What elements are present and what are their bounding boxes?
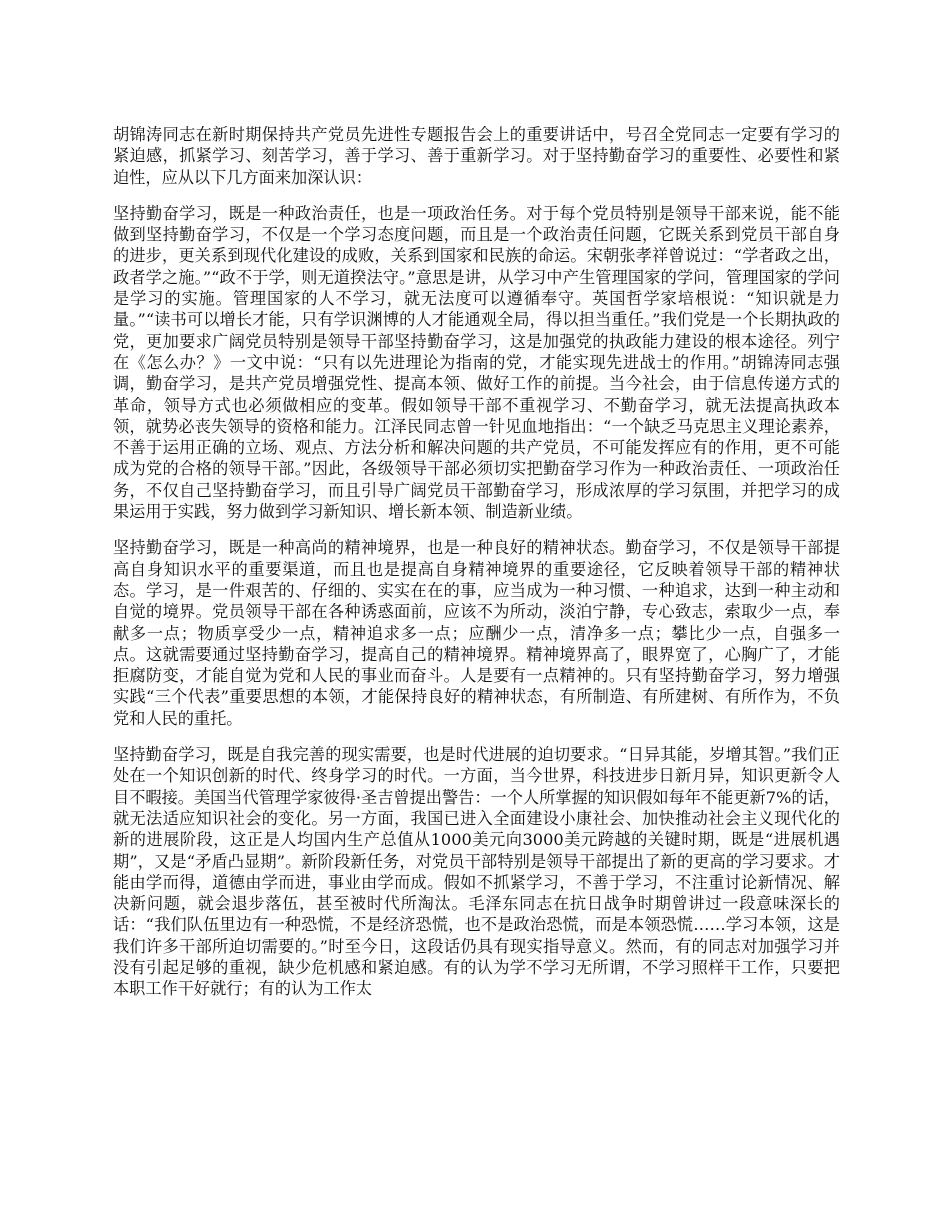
political-duty-paragraph: 坚持勤奋学习，既是一种政治责任，也是一项政治任务。对于每个党员特别是领导干部来说，能不能做到坚持勤奋学习，不仅是一个学习态度问题，而且是一个政治责任问题，它既关系到党员干部自身的进步，更关系到现代化建设的成败，关系到国家和民族的命运。宋朝张孝祥曾说过：“学者政之出，政者学之施。”“政不于学，则无道揆法守。”意思是讲，从学习中产生管理国家的学问，管理国家的学问是学习的实施。管理国家的人不学习，就无法度可以遵循奉守。英国哲学家培根说：“知识就是力量。”“读书可以增长才能，只有学识渊博的人才能通观全局，得以担当重任。”我们党是一个长期执政的党，更加要求广阔党员特别是领导干部坚持勤奋学习，这是加强党的执政能力建设的根本途径。列宁在《怎么办？》一文中说：“只有以先进理论为指南的党，才能实现先进战士的作用。”胡锦涛同志强调，勤奋学习，是共产党员增强党性、提高本领、做好工作的前提。当今社会，由于信息传递方式的革命，领导方式也必须做相应的变革。假如领导干部不重视学习、不勤奋学习，就无法提高执政本领，就势必丧失领导的资格和能力。江泽民同志曾一针见血地指出：“一个缺乏马克思主义理论素养，不善于运用正确的立场、观点、方法分析和解决问题的共产党员，不可能发挥应有的作用，更不可能成为党的合格的领导干部。”因此，各级领导干部必须切实把勤奋学习作为一种政治责任、一项政治任务，不仅自己坚持勤奋学习，而且引导广阔党员干部勤奋学习，形成浓厚的学习氛围，并把学习的成果运用于实践，努力做到学习新知识、增长新本领、制造新业绩。	[113, 203, 840, 522]
document-body	[113, 124, 840, 1015]
self-improvement-paragraph: 坚持勤奋学习，既是自我完善的现实需要，也是时代进展的迫切要求。“日异其能，岁增其智。”我们正处在一个知识创新的时代、终身学习的时代。一方面，当今世界，科技进步日新月异，知识更新令人目不暇接。美国当代管理学家彼得·圣吉曾提出警告：一个人所掌握的知识假如每年不能更新7%的话，就无法适应知识社会的变化。另一方面，我国已进入全面建设小康社会、加快推动社会主义现代化的新的进展阶段，这正是人均国内生产总值从1000美元向3000美元跨越的关键时期，既是“进展机遇期”，又是“矛盾凸显期”。新阶段新任务，对党员干部特别是领导干部提出了新的更高的学习要求。才能由学而得，道德由学而进，事业由学而成。假如不抓紧学习，不善于学习，不注重讨论新情况、解决新问题，就会退步落伍，甚至被时代所淘汰。毛泽东同志在抗日战争时期曾讲过一段意味深长的话：“我们队伍里边有一种恐慌，不是经济恐慌，也不是政治恐慌，而是本领恐慌……学习本领，这是我们许多干部所迫切需要的。”时至今日，这段话仍具有现实指导意义。然而，有的同志对加强学习并没有引起足够的重视，缺少危机感和紧迫感。有的认为学不学习无所谓，不学习照样干工作，只要把本职工作干好就行；有的认为工作太	[113, 745, 840, 999]
intro-paragraph: 胡锦涛同志在新时期保持共产党员先进性专题报告会上的重要讲话中，号召全党同志一定要有学习的紧迫感，抓紧学习、刻苦学习，善于学习、善于重新学习。对于坚持勤奋学习的重要性、必要性和紧迫性，应从以下几方面来加深认识：	[113, 125, 840, 187]
spiritual-realm-paragraph: 坚持勤奋学习，既是一种高尚的精神境界，也是一种良好的精神状态。勤奋学习，不仅是领导干部提高自身知识水平的重要渠道，而且也是提高自身精神境界的重要途径，它反映着领导干部的精神状态。学习，是一件艰苦的、仔细的、实实在在的事，应当成为一种习惯、一种追求，达到一种主动和自觉的境界。党员领导干部在各种诱惑面前，应该不为所动，淡泊宁静，专心致志，索取少一点，奉献多一点；物质享受少一点，精神追求多一点；应酬少一点，清净多一点；攀比少一点，自强多一点。这就需要通过坚持勤奋学习，提高自己的精神境界。精神境界高了，眼界宽了，心胸广了，才能拒腐防变，才能自觉为党和人民的事业而奋斗。人是要有一点精神的。只有坚持勤奋学习，努力增强实践“三个代表”重要思想的本领，才能保持良好的精神状态，有所制造、有所建树、有所作为，不负党和人民的重托。	[113, 538, 840, 728]
